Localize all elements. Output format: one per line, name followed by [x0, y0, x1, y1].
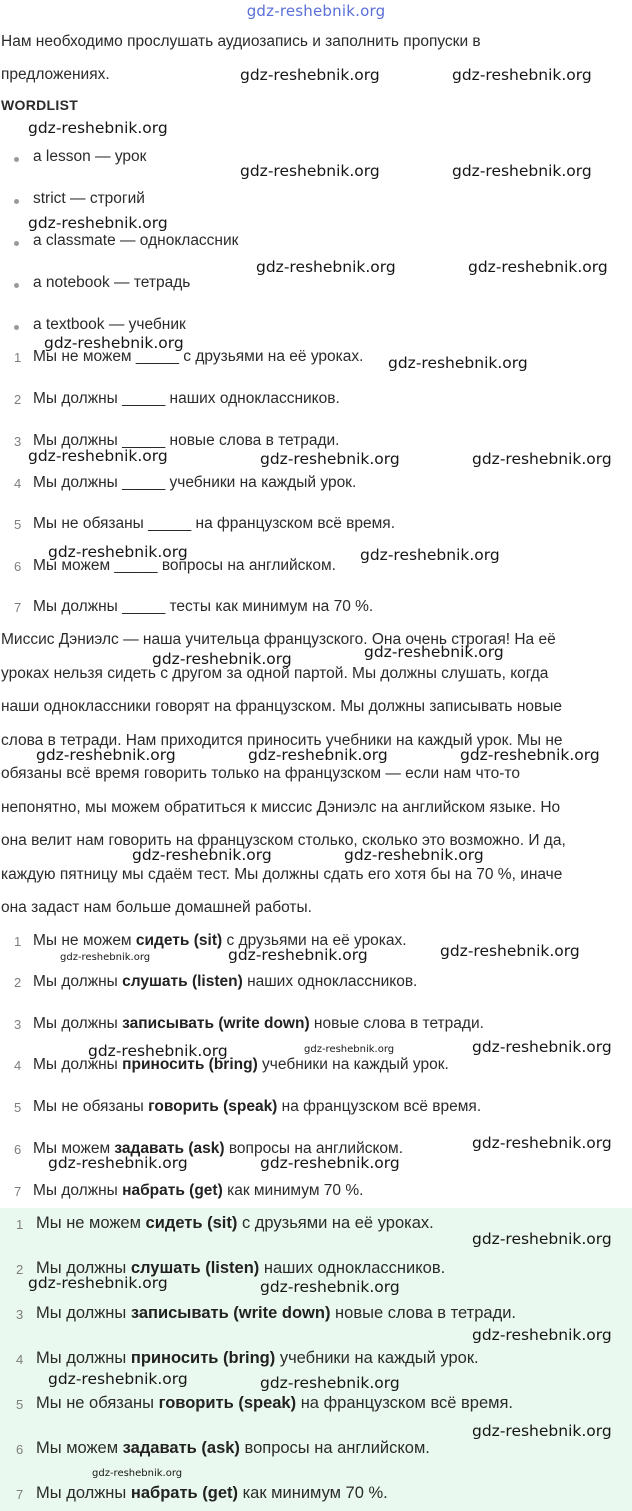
answer-number: 2 — [14, 975, 22, 990]
watermark-text: gdz-reshebnik.org — [364, 643, 504, 661]
answer-verb: записывать (write down) — [122, 1015, 310, 1032]
watermark-text: gdz-reshebnik.org — [472, 450, 612, 468]
watermark-text: gdz-reshebnik.org — [48, 543, 188, 561]
exercise-sentence: Мы должны _____ тесты как минимум на 70 %. — [33, 598, 374, 615]
answer-verb: сидеть (sit) — [135, 932, 223, 949]
paragraph-line: уроках нельзя сидеть с другом за одной партой. Мы должны слушать, когда — [1, 665, 549, 682]
watermark-text: gdz-reshebnik.org — [460, 746, 600, 764]
watermark-text: gdz-reshebnik.org — [228, 946, 368, 964]
exercise-sentence: Мы должны _____ наших одноклассников. — [33, 390, 340, 407]
watermark-text: gdz-reshebnik.org — [472, 1038, 612, 1056]
answer-number: 1 — [16, 1217, 24, 1232]
exercise-number: 6 — [14, 559, 22, 574]
panel-answer-sentence: Мы можем задавать (ask) вопросы на английском. — [36, 1439, 430, 1457]
panel-answer-sentence: Мы не обязаны говорить (speak) на французском всё время. — [36, 1394, 514, 1412]
panel-answer-sentence: Мы должны слушать (listen) наших одноклассников. — [36, 1259, 446, 1277]
watermark-text: gdz-reshebnik.org — [260, 1154, 400, 1172]
watermark-text: gdz-reshebnik.org — [452, 66, 592, 84]
watermark-text: gdz-reshebnik.org — [28, 447, 168, 465]
exercise-number: 1 — [14, 350, 22, 365]
answer-number: 4 — [16, 1352, 24, 1367]
watermark-text: gdz-reshebnik.org — [248, 746, 388, 764]
exercise-number: 2 — [14, 392, 22, 407]
exercise-sentence: Мы должны _____ учебники на каждый урок. — [33, 474, 357, 491]
answer-verb: слушать (listen) — [122, 973, 243, 990]
paragraph-line: наши одноклассники говорят на французском. Мы должны записывать новые — [1, 698, 562, 715]
paragraph-line: она задаст нам больше домашней работы. — [1, 899, 312, 916]
watermark-text: gdz-reshebnik.org — [260, 1278, 400, 1296]
answer-verb: сидеть (sit) — [145, 1214, 238, 1232]
wordlist-item: a notebook — тетрадь — [33, 274, 191, 291]
answer-number: 1 — [14, 934, 22, 949]
intro-line-2: предложениях. — [1, 66, 110, 83]
watermark-text: gdz-reshebnik.org — [240, 66, 380, 84]
exercise-number: 5 — [14, 517, 22, 532]
watermark-text: gdz-reshebnik.org — [472, 1134, 612, 1152]
exercise-number: 7 — [14, 600, 22, 615]
watermark-text: gdz-reshebnik.org — [472, 1230, 612, 1248]
wordlist-item: a classmate — одноклассник — [33, 232, 239, 249]
watermark-text: gdz-reshebnik.org — [44, 334, 184, 352]
watermark-text: gdz-reshebnik.org — [48, 1370, 188, 1388]
answer-number: 7 — [14, 1184, 22, 1199]
bullet-icon — [14, 241, 19, 246]
exercise-sentence: Мы должны _____ новые слова в тетради. — [33, 432, 340, 449]
watermark-text: gdz-reshebnik.org — [240, 162, 380, 180]
watermark-text: gdz-reshebnik.org — [92, 1468, 183, 1479]
answer-verb: говорить (speak) — [148, 1098, 278, 1115]
watermark-text: gdz-reshebnik.org — [256, 258, 396, 276]
answer-number: 6 — [14, 1142, 22, 1157]
answer-sentence: Мы не обязаны говорить (speak) на французском всё время. — [33, 1098, 482, 1115]
answer-verb: набрать (get) — [130, 1484, 238, 1502]
answer-verb: задавать (ask) — [122, 1439, 240, 1457]
watermark-text: gdz-reshebnik.org — [440, 942, 580, 960]
exercise-number: 4 — [14, 476, 22, 491]
answer-sentence: Мы можем задавать (ask) вопросы на английском. — [33, 1140, 404, 1157]
answer-verb: набрать (get) — [122, 1182, 223, 1199]
watermark-text: gdz-reshebnik.org — [152, 650, 292, 668]
watermark-text: gdz-reshebnik.org — [452, 162, 592, 180]
panel-answer-sentence: Мы должны записывать (write down) новые слова в тетради. — [36, 1304, 516, 1322]
panel-answer-sentence: Мы должны приносить (bring) учебники на каждый урок. — [36, 1349, 479, 1367]
watermark-text: gdz-reshebnik.org — [360, 546, 500, 564]
watermark-text: gdz-reshebnik.org — [260, 1374, 400, 1392]
bullet-icon — [14, 157, 19, 162]
paragraph-line: Миссис Дэниэлс — наша учительца французского. Она очень строгая! На её — [1, 631, 556, 648]
answer-sentence: Мы не можем сидеть (sit) с друзьями на её уроках. — [33, 932, 407, 949]
watermark-text: gdz-reshebnik.org — [472, 1422, 612, 1440]
watermark-text: gdz-reshebnik.org — [28, 214, 168, 232]
bullet-icon — [14, 199, 19, 204]
paragraph-line: обязаны всё время говорить только на французском — если нам что-то — [1, 765, 520, 782]
watermark-text: gdz-reshebnik.org — [60, 952, 151, 963]
watermark-text: gdz-reshebnik.org — [344, 846, 484, 864]
wordlist-item: strict — строгий — [33, 190, 145, 207]
answer-verb: задавать (ask) — [114, 1140, 225, 1157]
watermark-text: gdz-reshebnik.org — [304, 1044, 395, 1055]
watermark-text: gdz-reshebnik.org — [36, 746, 176, 764]
answer-verb: приносить (bring) — [122, 1056, 258, 1073]
bullet-icon — [14, 283, 19, 288]
exercise-sentence: Мы не обязаны _____ на французском всё время. — [33, 515, 395, 532]
wordlist-item: a textbook — учебник — [33, 316, 186, 333]
bullet-icon — [14, 325, 19, 330]
answer-sentence: Мы должны приносить (bring) учебники на каждый урок. — [33, 1056, 449, 1073]
watermark-text: gdz-reshebnik.org — [468, 258, 608, 276]
answer-number: 3 — [14, 1017, 22, 1032]
watermark-text: gdz-reshebnik.org — [132, 846, 272, 864]
answer-number: 5 — [14, 1100, 22, 1115]
answer-number: 3 — [16, 1307, 24, 1322]
answer-verb: записывать (write down) — [130, 1304, 331, 1322]
wordlist-heading: WORDLIST — [1, 97, 79, 113]
intro-line-1: Нам необходимо прослушать аудиозапись и заполнить пропуски в — [1, 33, 481, 50]
answer-sentence: Мы должны записывать (write down) новые слова в тетради. — [33, 1015, 484, 1032]
panel-answer-sentence: Мы не можем сидеть (sit) с друзьями на её уроках. — [36, 1214, 434, 1232]
answer-verb: говорить (speak) — [158, 1394, 297, 1412]
exercise-sentence: Мы можем _____ вопросы на английском. — [33, 557, 336, 574]
watermark-text: gdz-reshebnik.org — [388, 354, 528, 372]
watermark-text: gdz-reshebnik.org — [48, 1154, 188, 1172]
wordlist-item: a lesson — урок — [33, 148, 147, 165]
paragraph-line: слова в тетради. Нам приходится приносить учебники на каждый урок. Мы не — [1, 732, 563, 749]
answer-number: 4 — [14, 1058, 22, 1073]
watermark-text: gdz-reshebnik.org — [472, 1326, 612, 1344]
watermark-text: gdz-reshebnik.org — [88, 1042, 228, 1060]
site-title[interactable]: gdz-reshebnik.org — [246, 2, 386, 20]
watermark-text: gdz-reshebnik.org — [28, 1274, 168, 1292]
answer-number: 2 — [16, 1262, 24, 1277]
exercise-number: 3 — [14, 434, 22, 449]
paragraph-line: непонятно, мы можем обратиться к миссис Дэниэлс на английском языке. Но — [1, 799, 561, 816]
paragraph-line: она велит нам говорить на французском столько, сколько это возможно. И да, — [1, 832, 566, 849]
answer-number: 7 — [16, 1487, 24, 1502]
paragraph-line: каждую пятницу мы сдаём тест. Мы должны сдать его хотя бы на 70 %, иначе — [1, 866, 563, 883]
panel-answer-sentence: Мы должны набрать (get) как минимум 70 %. — [36, 1484, 388, 1502]
answer-verb: приносить (bring) — [130, 1349, 276, 1367]
answer-verb: слушать (listen) — [130, 1259, 260, 1277]
answer-sentence: Мы должны набрать (get) как минимум 70 %. — [33, 1182, 364, 1199]
answer-sentence: Мы должны слушать (listen) наших одноклассников. — [33, 973, 418, 990]
answer-number: 6 — [16, 1442, 24, 1457]
answer-number: 5 — [16, 1397, 24, 1412]
watermark-text: gdz-reshebnik.org — [260, 450, 400, 468]
exercise-sentence: Мы не можем _____ с друзьями на её уроках. — [33, 348, 364, 365]
watermark-text: gdz-reshebnik.org — [28, 119, 168, 137]
